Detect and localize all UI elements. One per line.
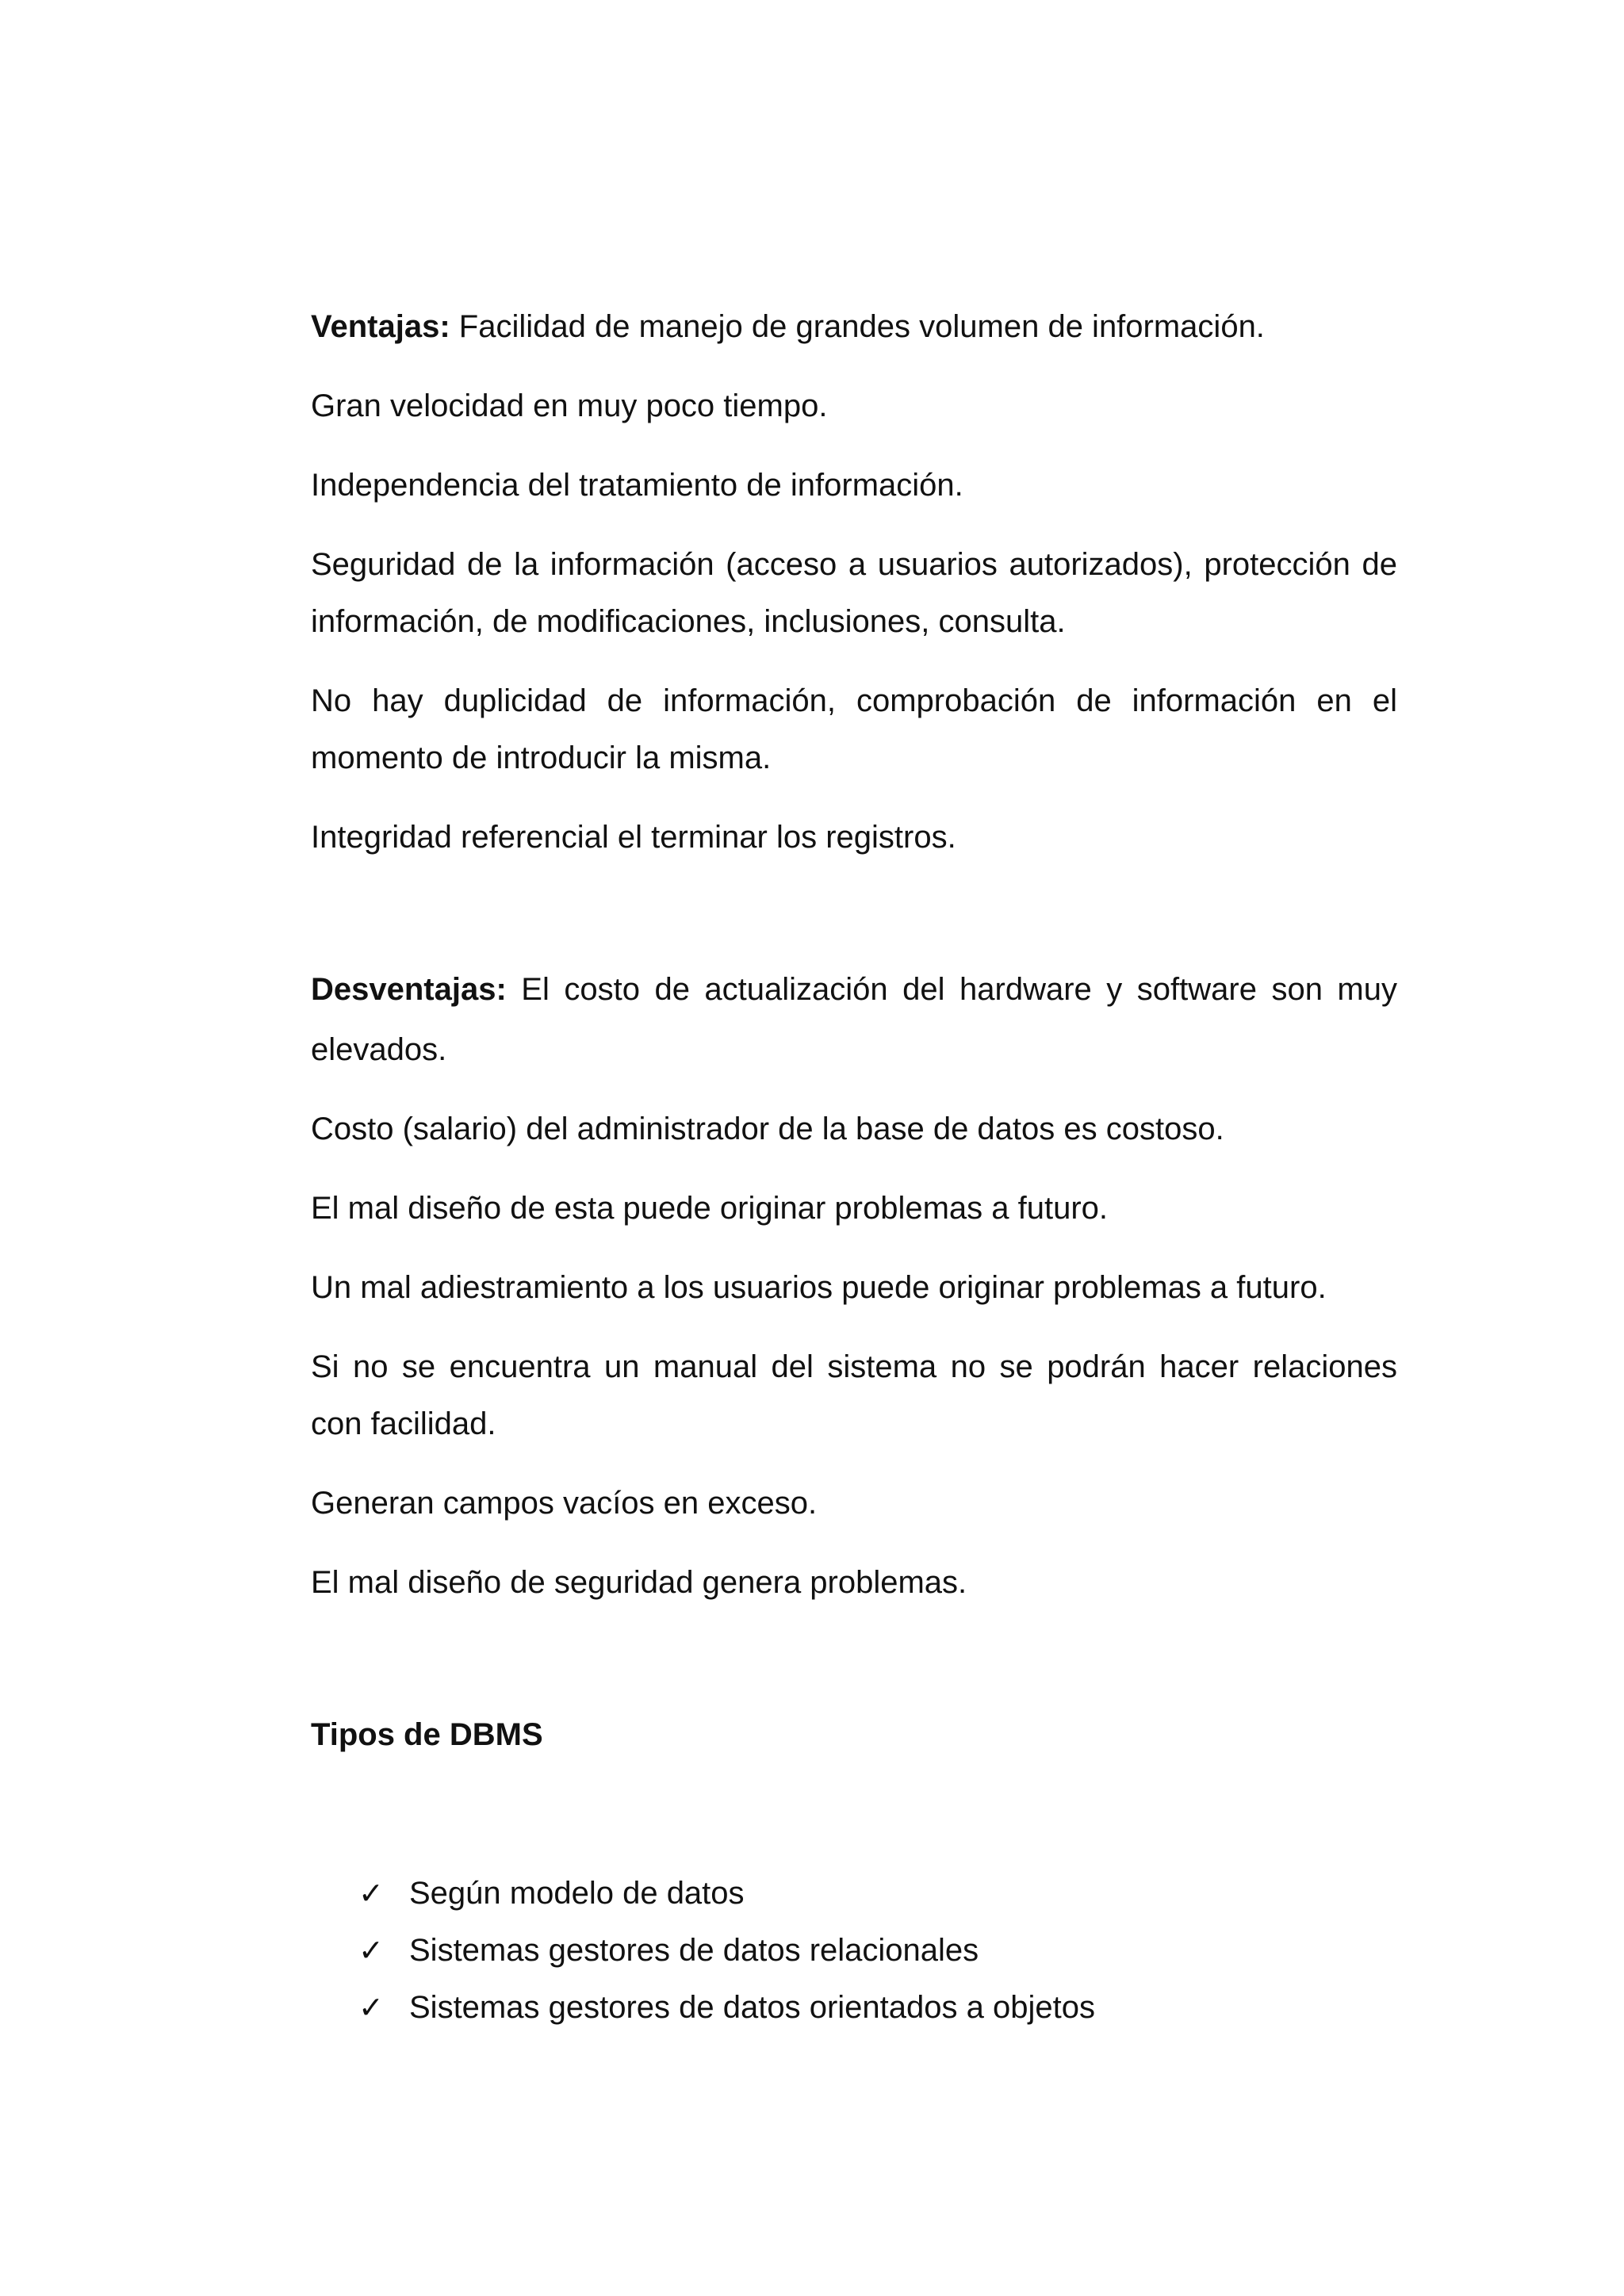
ventajas-line: Independencia del tratamiento de información. (311, 468, 963, 503)
desventajas-label: Desventajas: (311, 972, 507, 1007)
desventajas-line: elevados. (311, 1032, 447, 1067)
ventajas-line: Gran velocidad en muy poco tiempo. (311, 388, 828, 423)
ventajas-line: No hay duplicidad de información, comprobación de información en el (311, 683, 1397, 718)
desventajas-line: El mal diseño de esta puede originar problemas a futuro. (311, 1191, 1109, 1226)
list-item (358, 1988, 1095, 2026)
desventajas-line: Si no se encuentra un manual del sistema no se podrán hacer relaciones (311, 1349, 1397, 1384)
ventajas-line: información, de modificaciones, inclusiones, consulta. (311, 604, 1066, 639)
desventajas-paragraph (311, 970, 1397, 1008)
list-item (358, 1931, 979, 1969)
desventajas-line: con facilidad. (311, 1406, 496, 1441)
list-item-text: Sistemas gestores de datos relacionales (409, 1933, 979, 1968)
desventajas-line: Generan campos vacíos en exceso. (311, 1486, 818, 1521)
ventajas-first-line: Facilidad de manejo de grandes volumen de información. (450, 309, 1265, 344)
ventajas-line: Integridad referencial el terminar los registros. (311, 820, 956, 855)
ventajas-label: Ventajas: (311, 309, 450, 344)
desventajas-line: El mal diseño de seguridad genera problemas. (311, 1565, 967, 1600)
tipos-heading: Tipos de DBMS (311, 1717, 543, 1752)
checkmark-icon: ✓ (358, 1933, 384, 1968)
list-item-text: Sistemas gestores de datos orientados a objetos (409, 1990, 1095, 2025)
checkmark-icon: ✓ (358, 1990, 384, 2025)
ventajas-line: momento de introducir la misma. (311, 740, 772, 775)
list-item-text: Según modelo de datos (409, 1876, 745, 1911)
ventajas-paragraph (311, 308, 1397, 346)
desventajas-line: Un mal adiestramiento a los usuarios puede originar problemas a futuro. (311, 1270, 1327, 1305)
list-item (358, 1874, 745, 1912)
ventajas-line: Seguridad de la información (acceso a usuarios autorizados), protección de (311, 547, 1397, 582)
desventajas-first-line: El costo de actualización del hardware y software son muy (506, 972, 1397, 1007)
checkmark-icon: ✓ (358, 1876, 384, 1911)
desventajas-line: Costo (salario) del administrador de la base de datos es costoso. (311, 1112, 1224, 1146)
